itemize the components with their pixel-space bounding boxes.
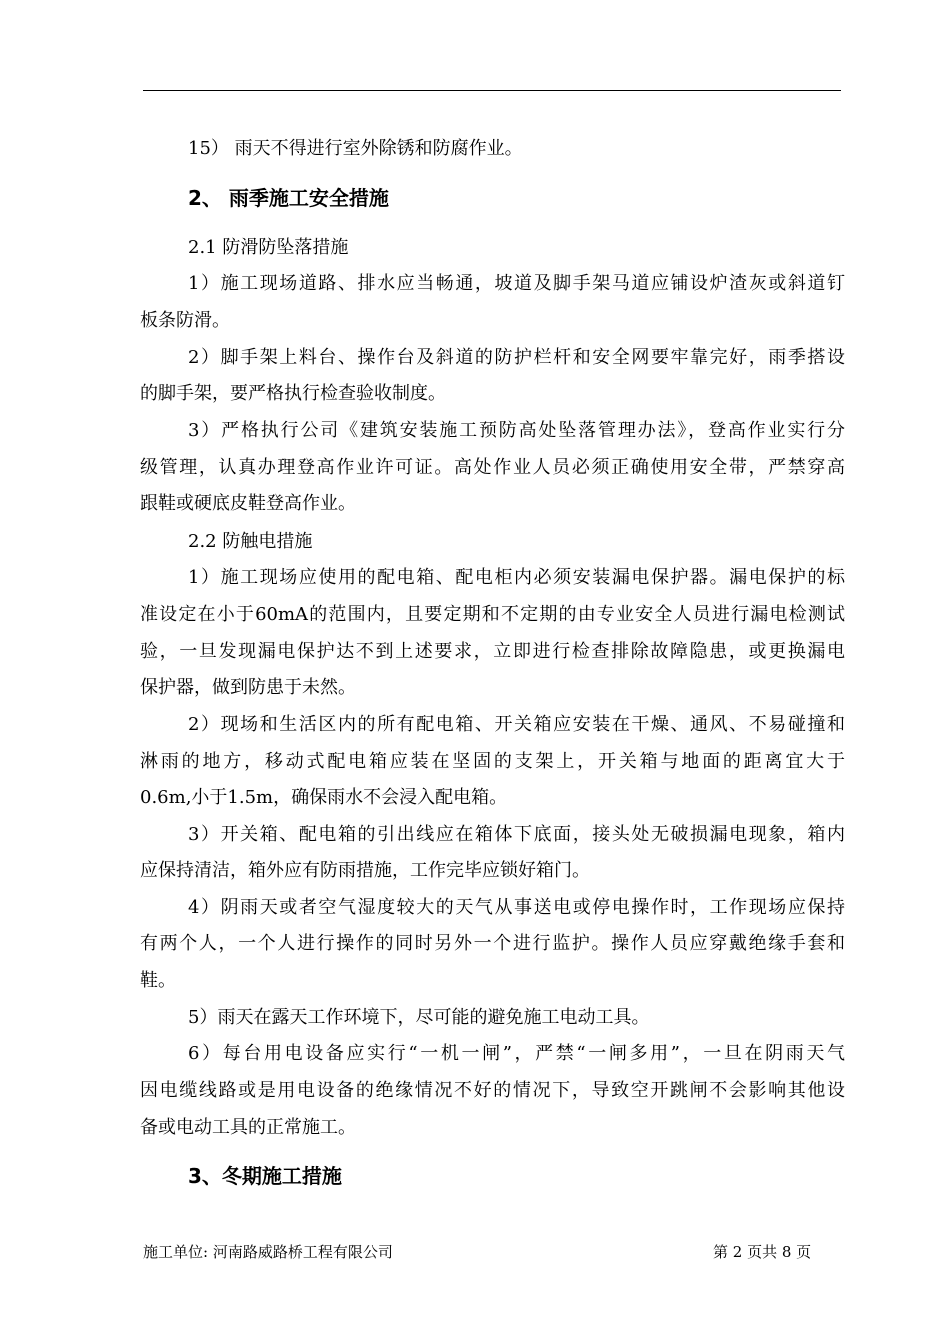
section-heading-rain: 2、 雨季施工安全措施 xyxy=(188,186,389,210)
para-line: 跟鞋或硬底皮鞋登高作业。 xyxy=(140,493,356,514)
para-line: 的脚手架，要严格执行检查验收制度。 xyxy=(140,383,446,404)
section-heading-winter: 3、冬期施工措施 xyxy=(188,1164,342,1188)
para-line: 6）每台用电设备应实行“一机一闸”，严禁“一闸多用”，一旦在阴雨天气 xyxy=(188,1043,845,1064)
para-line: 淋雨的地方，移动式配电箱应装在坚固的支架上，开关箱与地面的距离宜大于 xyxy=(140,751,845,772)
footer-page-number: 第 2 页共 8 页 xyxy=(713,1243,812,1261)
para-line: 板条防滑。 xyxy=(140,310,230,331)
para-line: 4）阴雨天或者空气湿度较大的天气从事送电或停电操作时，工作现场应保持 xyxy=(188,897,845,918)
para-line: 1）施工现场应使用的配电箱、配电柜内必须安装漏电保护器。漏电保护的标 xyxy=(188,567,845,588)
subheading-2-2: 2.2 防触电措施 xyxy=(188,531,313,552)
subheading-2-1: 2.1 防滑防坠落措施 xyxy=(188,237,349,258)
para-line: 2）脚手架上料台、操作台及斜道的防护栏杆和安全网要牢靠完好，雨季搭设 xyxy=(188,347,845,368)
para-line: 级管理，认真办理登高作业许可证。高处作业人员必须正确使用安全带，严禁穿高 xyxy=(140,457,845,478)
header-rule xyxy=(143,90,841,91)
para-line: 备或电动工具的正常施工。 xyxy=(140,1117,356,1138)
para-line: 3）严格执行公司《建筑安装施工预防高处坠落管理办法》，登高作业实行分 xyxy=(188,420,845,441)
para-line: 验，一旦发现漏电保护达不到上述要求，立即进行检查排除故障隐患，或更换漏电 xyxy=(140,641,845,662)
para-line: 有两个人，一个人进行操作的同时另外一个进行监护。操作人员应穿戴绝缘手套和 xyxy=(140,933,845,954)
item-15: 15） 雨天不得进行室外除锈和防腐作业。 xyxy=(188,138,523,159)
para-line: 1）施工现场道路、排水应当畅通，坡道及脚手架马道应铺设炉渣灰或斜道钉 xyxy=(188,273,845,294)
para-line: 3）开关箱、配电箱的引出线应在箱体下底面，接头处无破损漏电现象，箱内 xyxy=(188,824,845,845)
para-line: 0.6m,小于1.5m，确保雨水不会浸入配电箱。 xyxy=(140,787,508,808)
para-line: 保护器，做到防患于未然。 xyxy=(140,677,356,698)
para-line: 因电缆线路或是用电设备的绝缘情况不好的情况下，导致空开跳闸不会影响其他设 xyxy=(140,1080,845,1101)
para-line: 鞋。 xyxy=(140,970,176,991)
para-line: 5）雨天在露天工作环境下，尽可能的避免施工电动工具。 xyxy=(188,1007,650,1028)
para-line: 准设定在小于60mA的范围内，且要定期和不定期的由专业安全人员进行漏电检测试 xyxy=(140,604,845,625)
para-line: 应保持清洁，箱外应有防雨措施，工作完毕应锁好箱门。 xyxy=(140,860,590,881)
para-line: 2）现场和生活区内的所有配电箱、开关箱应安装在干燥、通风、不易碰撞和 xyxy=(188,714,845,735)
footer-company: 施工单位: 河南路威路桥工程有限公司 xyxy=(143,1243,393,1261)
